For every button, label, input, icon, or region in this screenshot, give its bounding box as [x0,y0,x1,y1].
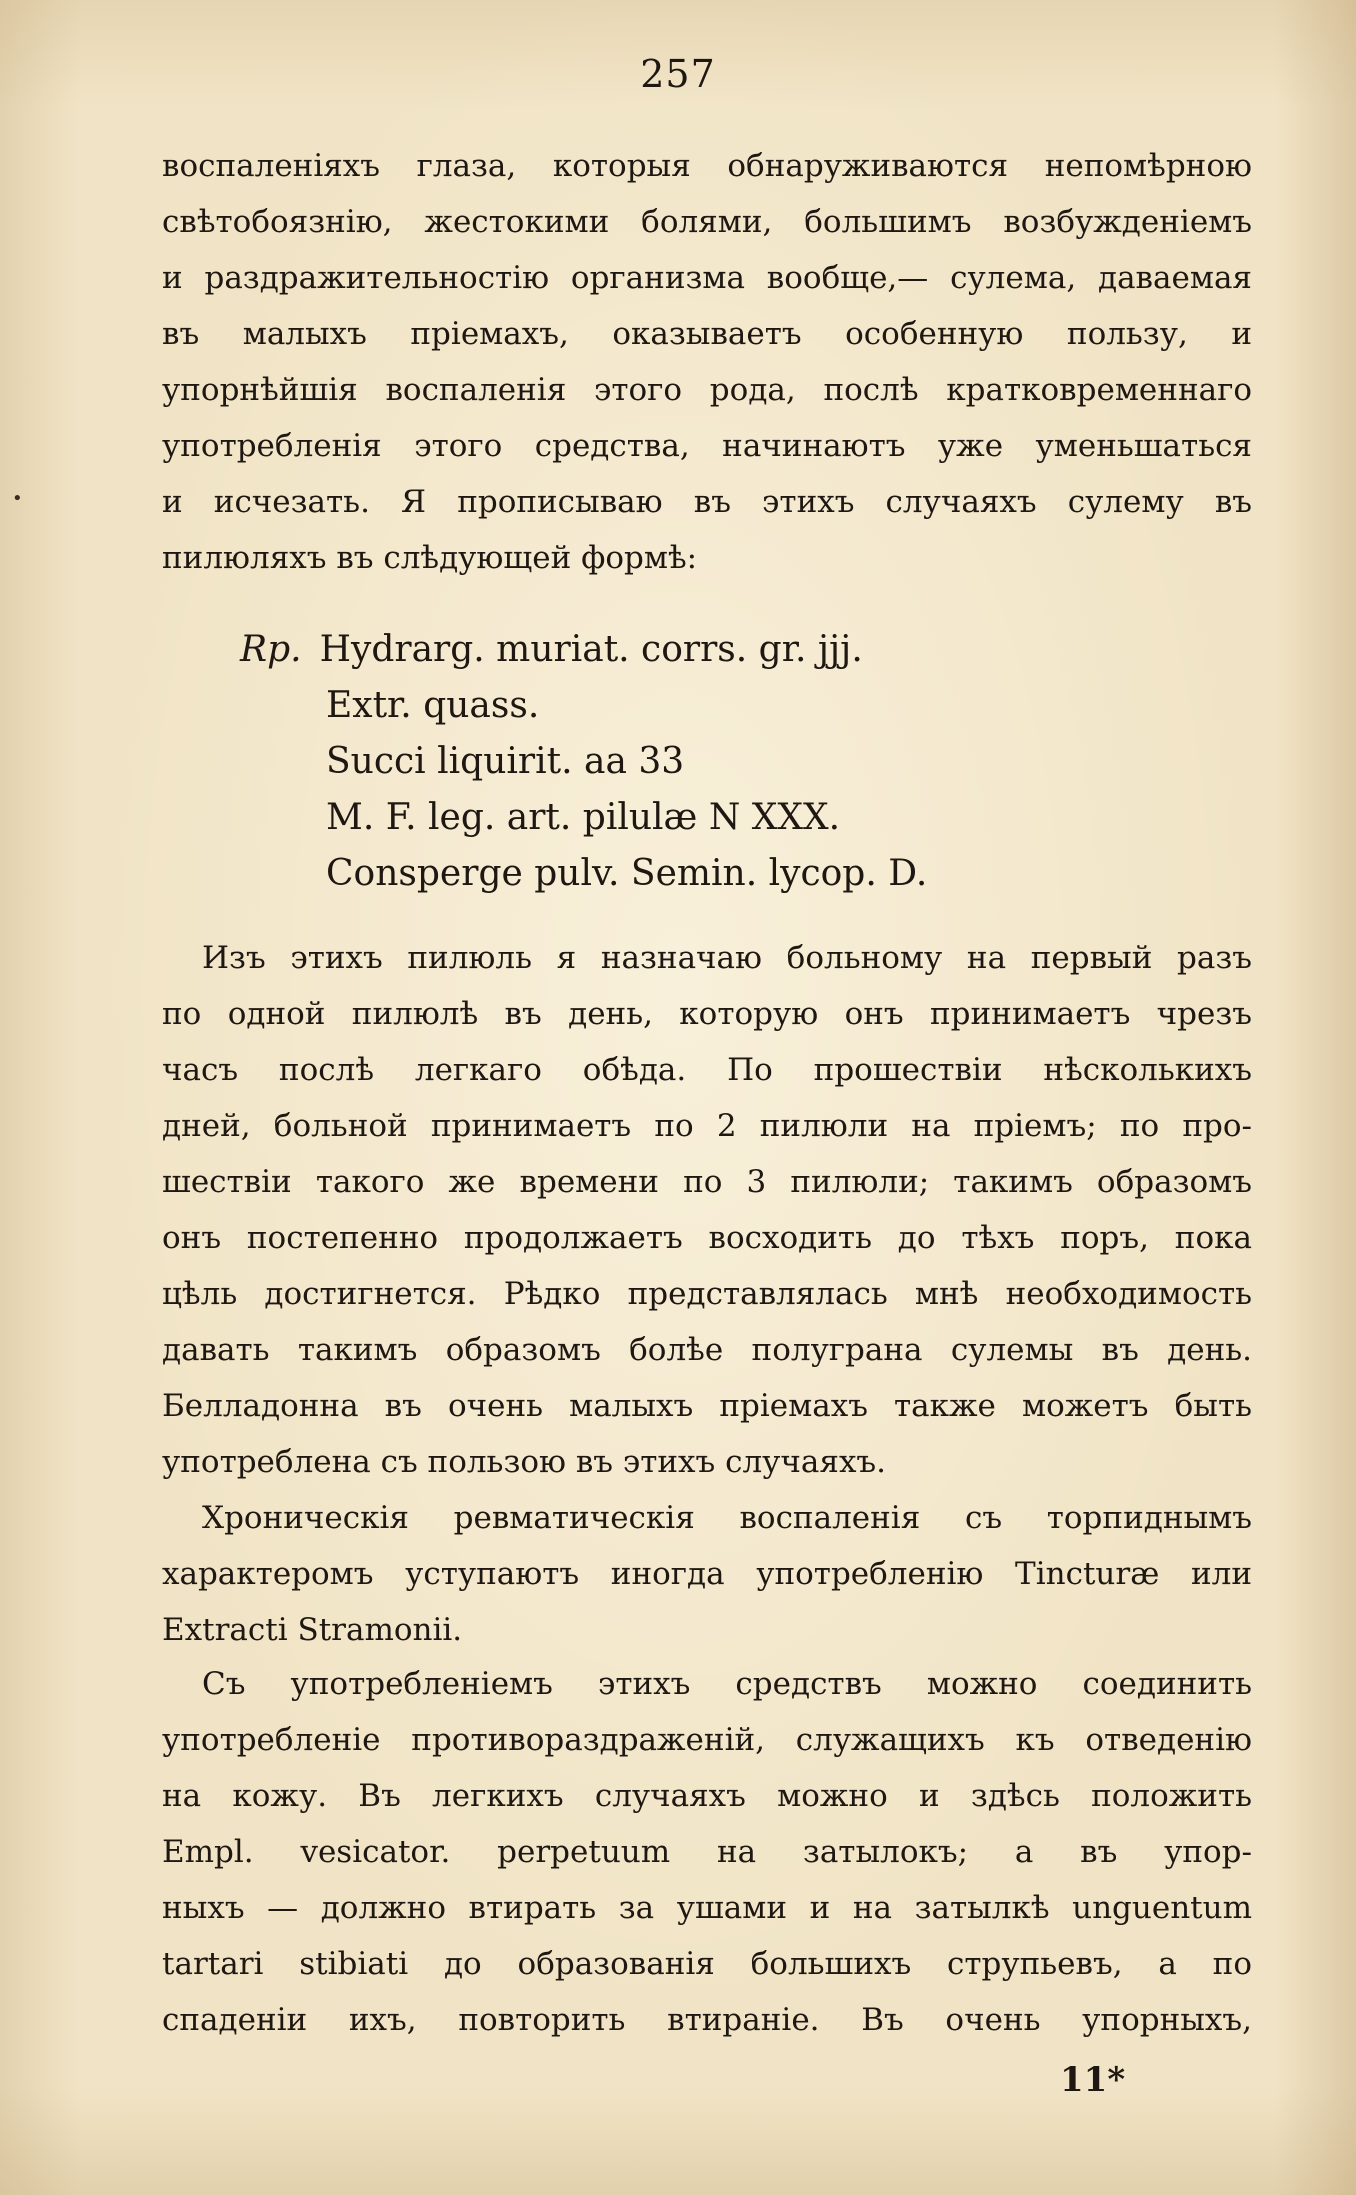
text-line: упорнѣйшія воспаленія этого рода, послѣ кратковременнаго [162,372,1252,408]
text-line: Изъ этихъ пилюль я назначаю больному на первый разъ [202,940,1252,976]
page-number: 257 [640,52,716,96]
prescription-recipe [240,622,927,902]
text-line: давать такимъ образомъ болѣе полуграна сулемы въ день. [162,1332,1252,1368]
text-line: пилюляхъ въ слѣдующей формѣ: [162,540,698,576]
text-line: Хроническія ревматическія воспаленія съ торпиднымъ [202,1500,1252,1536]
text-line: ныхъ — должно втирать за ушами и на затылкѣ unguentum [162,1890,1252,1926]
signature-mark: 11* [1060,2060,1126,2100]
recipe-line-4: M. F. leg. art. pilulæ N XXX. [326,797,841,838]
text-line: шествіи такого же времени по 3 пилюли; такимъ образомъ [162,1164,1252,1200]
recipe-line-1 [240,622,927,678]
text-line: въ малыхъ пріемахъ, оказываетъ особенную пользу, и [162,316,1252,352]
text-line: по одной пилюлѣ въ день, которую онъ принимаетъ чрезъ [162,996,1252,1032]
text-line: Extracti Stramonii. [162,1612,463,1648]
text-line: tartari stibiati до образованія большихъ струпьевъ, а по [162,1946,1252,1982]
text-line: часъ послѣ легкаго обѣда. По прошествіи нѣсколькихъ [162,1052,1252,1088]
text-line: воспаленіяхъ глаза, которыя обнаруживаются непомѣрною [162,148,1252,184]
recipe-line-2: Extr. quass. [326,685,540,726]
text-line: Empl. vesicator. perpetuum на затылокъ; а въ упор- [162,1834,1252,1870]
text-line: характеромъ уступаютъ иногда употребленію Tincturæ или [162,1556,1252,1592]
text-line: на кожу. Въ легкихъ случаяхъ можно и здѣсь положить [162,1778,1252,1814]
paragraph-2 [162,930,1252,1490]
text-line: употребленіе противораздраженій, служащихъ къ отведенію [162,1722,1252,1758]
paragraph-4 [162,1656,1252,2048]
recipe-rp: Rp. [240,629,302,670]
text-line: употребленія этого средства, начинаютъ уже уменьшаться [162,428,1252,464]
text-line: употреблена съ пользою въ этихъ случаяхъ. [162,1444,887,1480]
paragraph-3 [162,1490,1252,1658]
paragraph-1 [162,138,1252,586]
text-line: онъ постепенно продолжаетъ восходить до тѣхъ поръ, пока [162,1220,1252,1256]
recipe-line-5: Consperge pulv. Semin. lycop. D. [326,853,928,894]
margin-mark: • [12,488,23,509]
text-line: свѣтобоязнію, жестокими болями, большимъ возбужденіемъ [162,204,1252,240]
text-line: спаденіи ихъ, повторить втираніе. Въ очень упорныхъ, [162,2002,1252,2038]
text-line: Белладонна въ очень малыхъ пріемахъ также можетъ быть [162,1388,1252,1424]
text-line: цѣль достигнется. Рѣдко представлялась мнѣ необходимость [162,1276,1252,1312]
recipe-line-1-text: Hydrarg. muriat. corrs. gr. jjj. [319,629,863,670]
text-line: дней, больной принимаетъ по 2 пилюли на пріемъ; по про- [162,1108,1252,1144]
text-line: и исчезать. Я прописываю въ этихъ случаяхъ сулему въ [162,484,1252,520]
text-line: Съ употребленіемъ этихъ средствъ можно соединить [202,1666,1252,1702]
recipe-line-3: Succi liquirit. aa 33 [326,741,685,782]
text-line: и раздражительностію организма вообще,— сулема, даваемая [162,260,1252,296]
